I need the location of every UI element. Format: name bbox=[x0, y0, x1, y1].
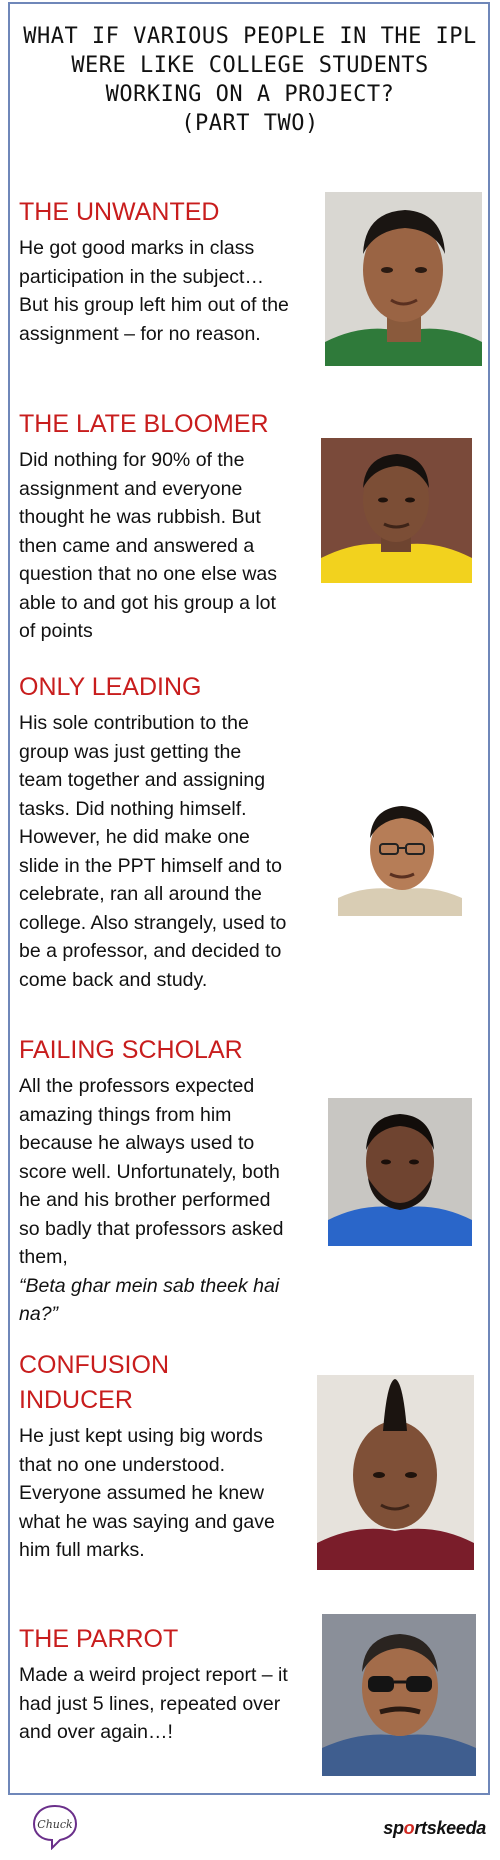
sportskeeda-logo bbox=[383, 1818, 486, 1839]
section-title: THE PARROT bbox=[19, 1625, 179, 1653]
header-line: WORKING ON A PROJECT? bbox=[105, 82, 395, 107]
section-confusion-inducer bbox=[19, 1348, 289, 1565]
section-only-leading bbox=[19, 670, 289, 994]
player-photo-5 bbox=[317, 1375, 474, 1570]
header-line: WERE LIKE COLLEGE STUDENTS bbox=[71, 53, 429, 78]
section-body: His sole contribution to the group was just getting the team together and assigning tasks. Did nothing himself. However, he did make one slide in the PPT himself and to celebrate, ran all around the college. Also strangely, used to be a professor, and decided to come back and study. bbox=[19, 712, 287, 991]
brand-text-suffix: rtskeeda bbox=[414, 1818, 486, 1838]
brand-text-accent: o bbox=[403, 1818, 415, 1838]
section-the-late-bloomer bbox=[19, 407, 289, 646]
brand-text-prefix: sp bbox=[383, 1818, 404, 1838]
section-failing-scholar bbox=[19, 1033, 289, 1329]
section-body bbox=[19, 1072, 289, 1329]
section-body: Did nothing for 90% of the assignment and everyone thought he was rubbish. But then came and answered a question that no one else was able to and got his group a lot of points bbox=[19, 449, 278, 642]
section-title: THE UNWANTED bbox=[19, 198, 220, 226]
header-line: (PART TWO) bbox=[181, 111, 319, 136]
section-title: ONLY LEADING bbox=[19, 673, 202, 701]
player-photo-2 bbox=[321, 438, 472, 583]
section-the-parrot bbox=[19, 1622, 289, 1747]
section-body-text: All the professors expected amazing things from him because he always used to score well. Unfortunately, both he and his brother performed so badly that professors asked them, bbox=[19, 1075, 284, 1268]
player-photo-1 bbox=[325, 192, 482, 366]
section-title: CONFUSION INDUCER bbox=[19, 1351, 169, 1414]
header-line: WHAT IF VARIOUS PEOPLE IN THE IPL bbox=[23, 24, 477, 49]
section-body-quote: “Beta ghar mein sab theek hai na?” bbox=[19, 1274, 280, 1325]
player-photo-3 bbox=[338, 798, 462, 916]
player-photo-4 bbox=[328, 1098, 472, 1246]
chuck-logo-text: Chuck bbox=[37, 1818, 73, 1831]
chuck-logo bbox=[30, 1802, 80, 1850]
player-photo-6 bbox=[322, 1614, 476, 1776]
poster-header bbox=[14, 22, 486, 138]
section-title: THE LATE BLOOMER bbox=[19, 410, 269, 438]
section-title: FAILING SCHOLAR bbox=[19, 1036, 243, 1064]
section-body: He got good marks in class participation in the subject… But his group left him out of the assignment – for no reason. bbox=[19, 237, 289, 345]
section-body: Made a weird project report – it had just 5 lines, repeated over and over again…! bbox=[19, 1664, 288, 1743]
section-body: He just kept using big words that no one understood. Everyone assumed he knew what he was saying and gave him full marks. bbox=[19, 1425, 275, 1561]
section-the-unwanted bbox=[19, 195, 289, 348]
